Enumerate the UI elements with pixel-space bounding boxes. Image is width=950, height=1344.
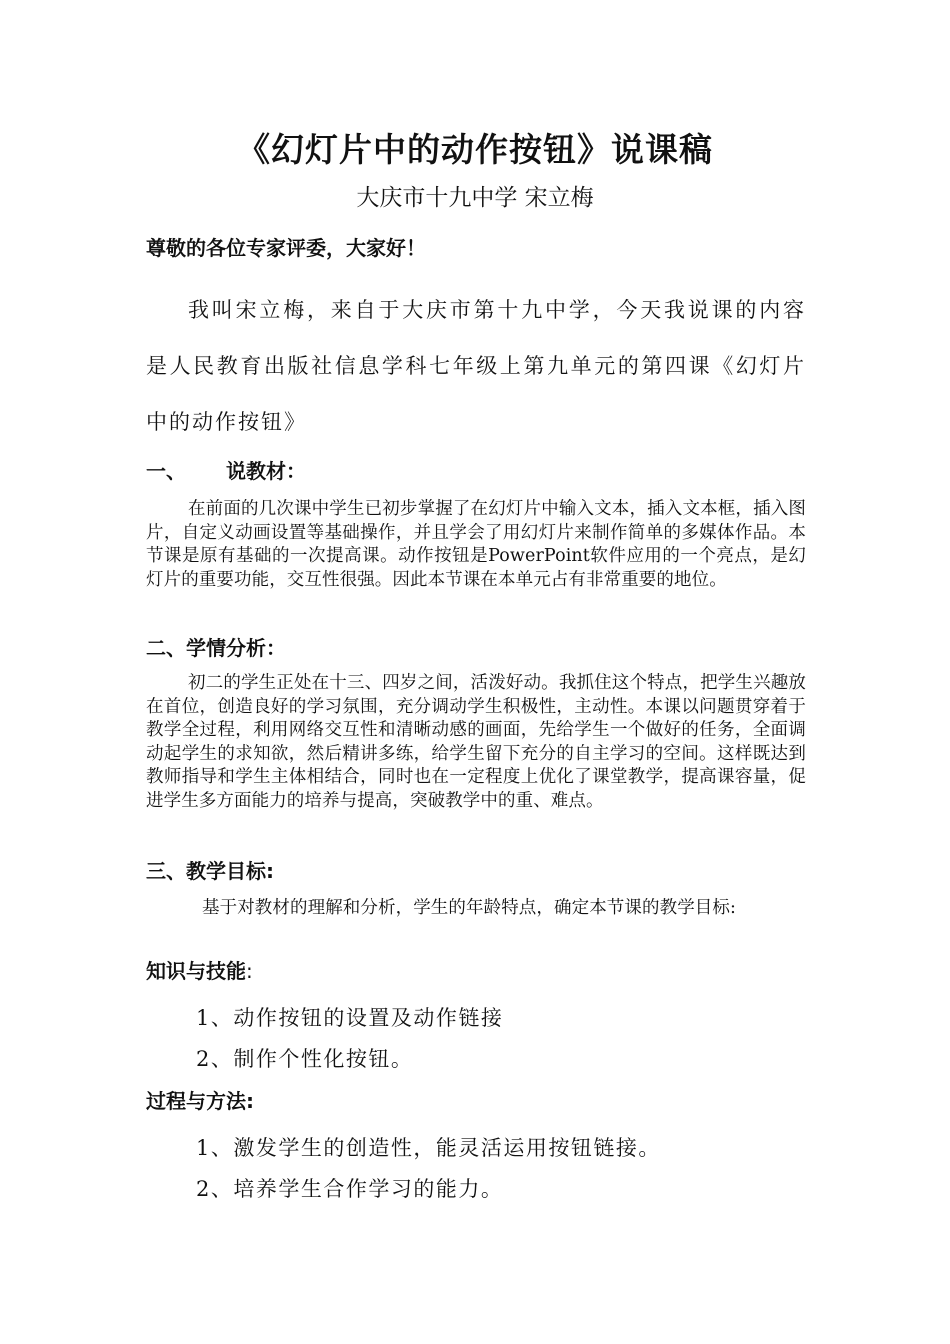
process-item-2: 2、培养学生合作学习的能力。 [196,1177,504,1201]
knowledge-heading-text: 知识与技能 [146,959,246,983]
knowledge-item-1: 1、动作按钮的设置及动作链接 [196,1006,504,1030]
process-item-1: 1、激发学生的创造性，能灵活运用按钮链接。 [196,1136,661,1160]
process-heading: 过程与方法: [146,1089,254,1113]
section-3-heading: 三、教学目标: [146,859,274,883]
greeting: 尊敬的各位专家评委，大家好！ [146,236,426,260]
section-2-body: 初二的学生正处在十三、四岁之间，活泼好动。我抓住这个特点，把学生兴趣放在首位，创造良好的学习氛围，充分调动学生积极性，主动性。本课以问题贯穿着于教学全过程，利用网络交互性和清晰动感的画面，先给学生一个做好的任务，全面调动起学生的求知欲，然后精讲多练，给学生留下充分的自主学习的空间。这样既达到教师指导和学生主体相结合，同时也在一定程度上优化了课堂教学，提高课容量，促进学生多方面能力的培养与提高，突破教学中的重、难点。 [146,673,806,811]
section-2-heading: 二、学情分析： [146,636,286,660]
section-1-number: 一、 [146,459,186,483]
section-1-body: 在前面的几次课中学生已初步掌握了在幻灯片中输入文本，插入文本框，插入图片，自定义动画设置等基础操作，并且学会了用幻灯片来制作简单的多媒体作品。本节课是原有基础的一次提高课。动作按钮是PowerPoint软件应用的一个亮点，是幻灯片的重要功能，交互性很强。因此本节课在本单元占有非常重要的地位。 [146,499,806,590]
knowledge-heading-colon: : [246,959,253,983]
section-3-body: 基于对教材的理解和分析，学生的年龄特点，确定本节课的教学目标: [202,898,736,918]
section-1-title: 说教材： [226,459,306,483]
knowledge-item-2: 2、制作个性化按钮。 [196,1047,414,1071]
intro-paragraph: 我叫宋立梅，来自于大庆市第十九中学，今天我说课的内容是人民教育出版社信息学科七年级上第九单元的第四课《幻灯片中的动作按钮》 [146,298,806,434]
author-line: 大庆市十九中学 宋立梅 [356,185,594,211]
section-1-heading [146,456,306,486]
document-title: 《幻灯片中的动作按钮》说课稿 [237,130,713,169]
knowledge-heading [146,956,253,986]
